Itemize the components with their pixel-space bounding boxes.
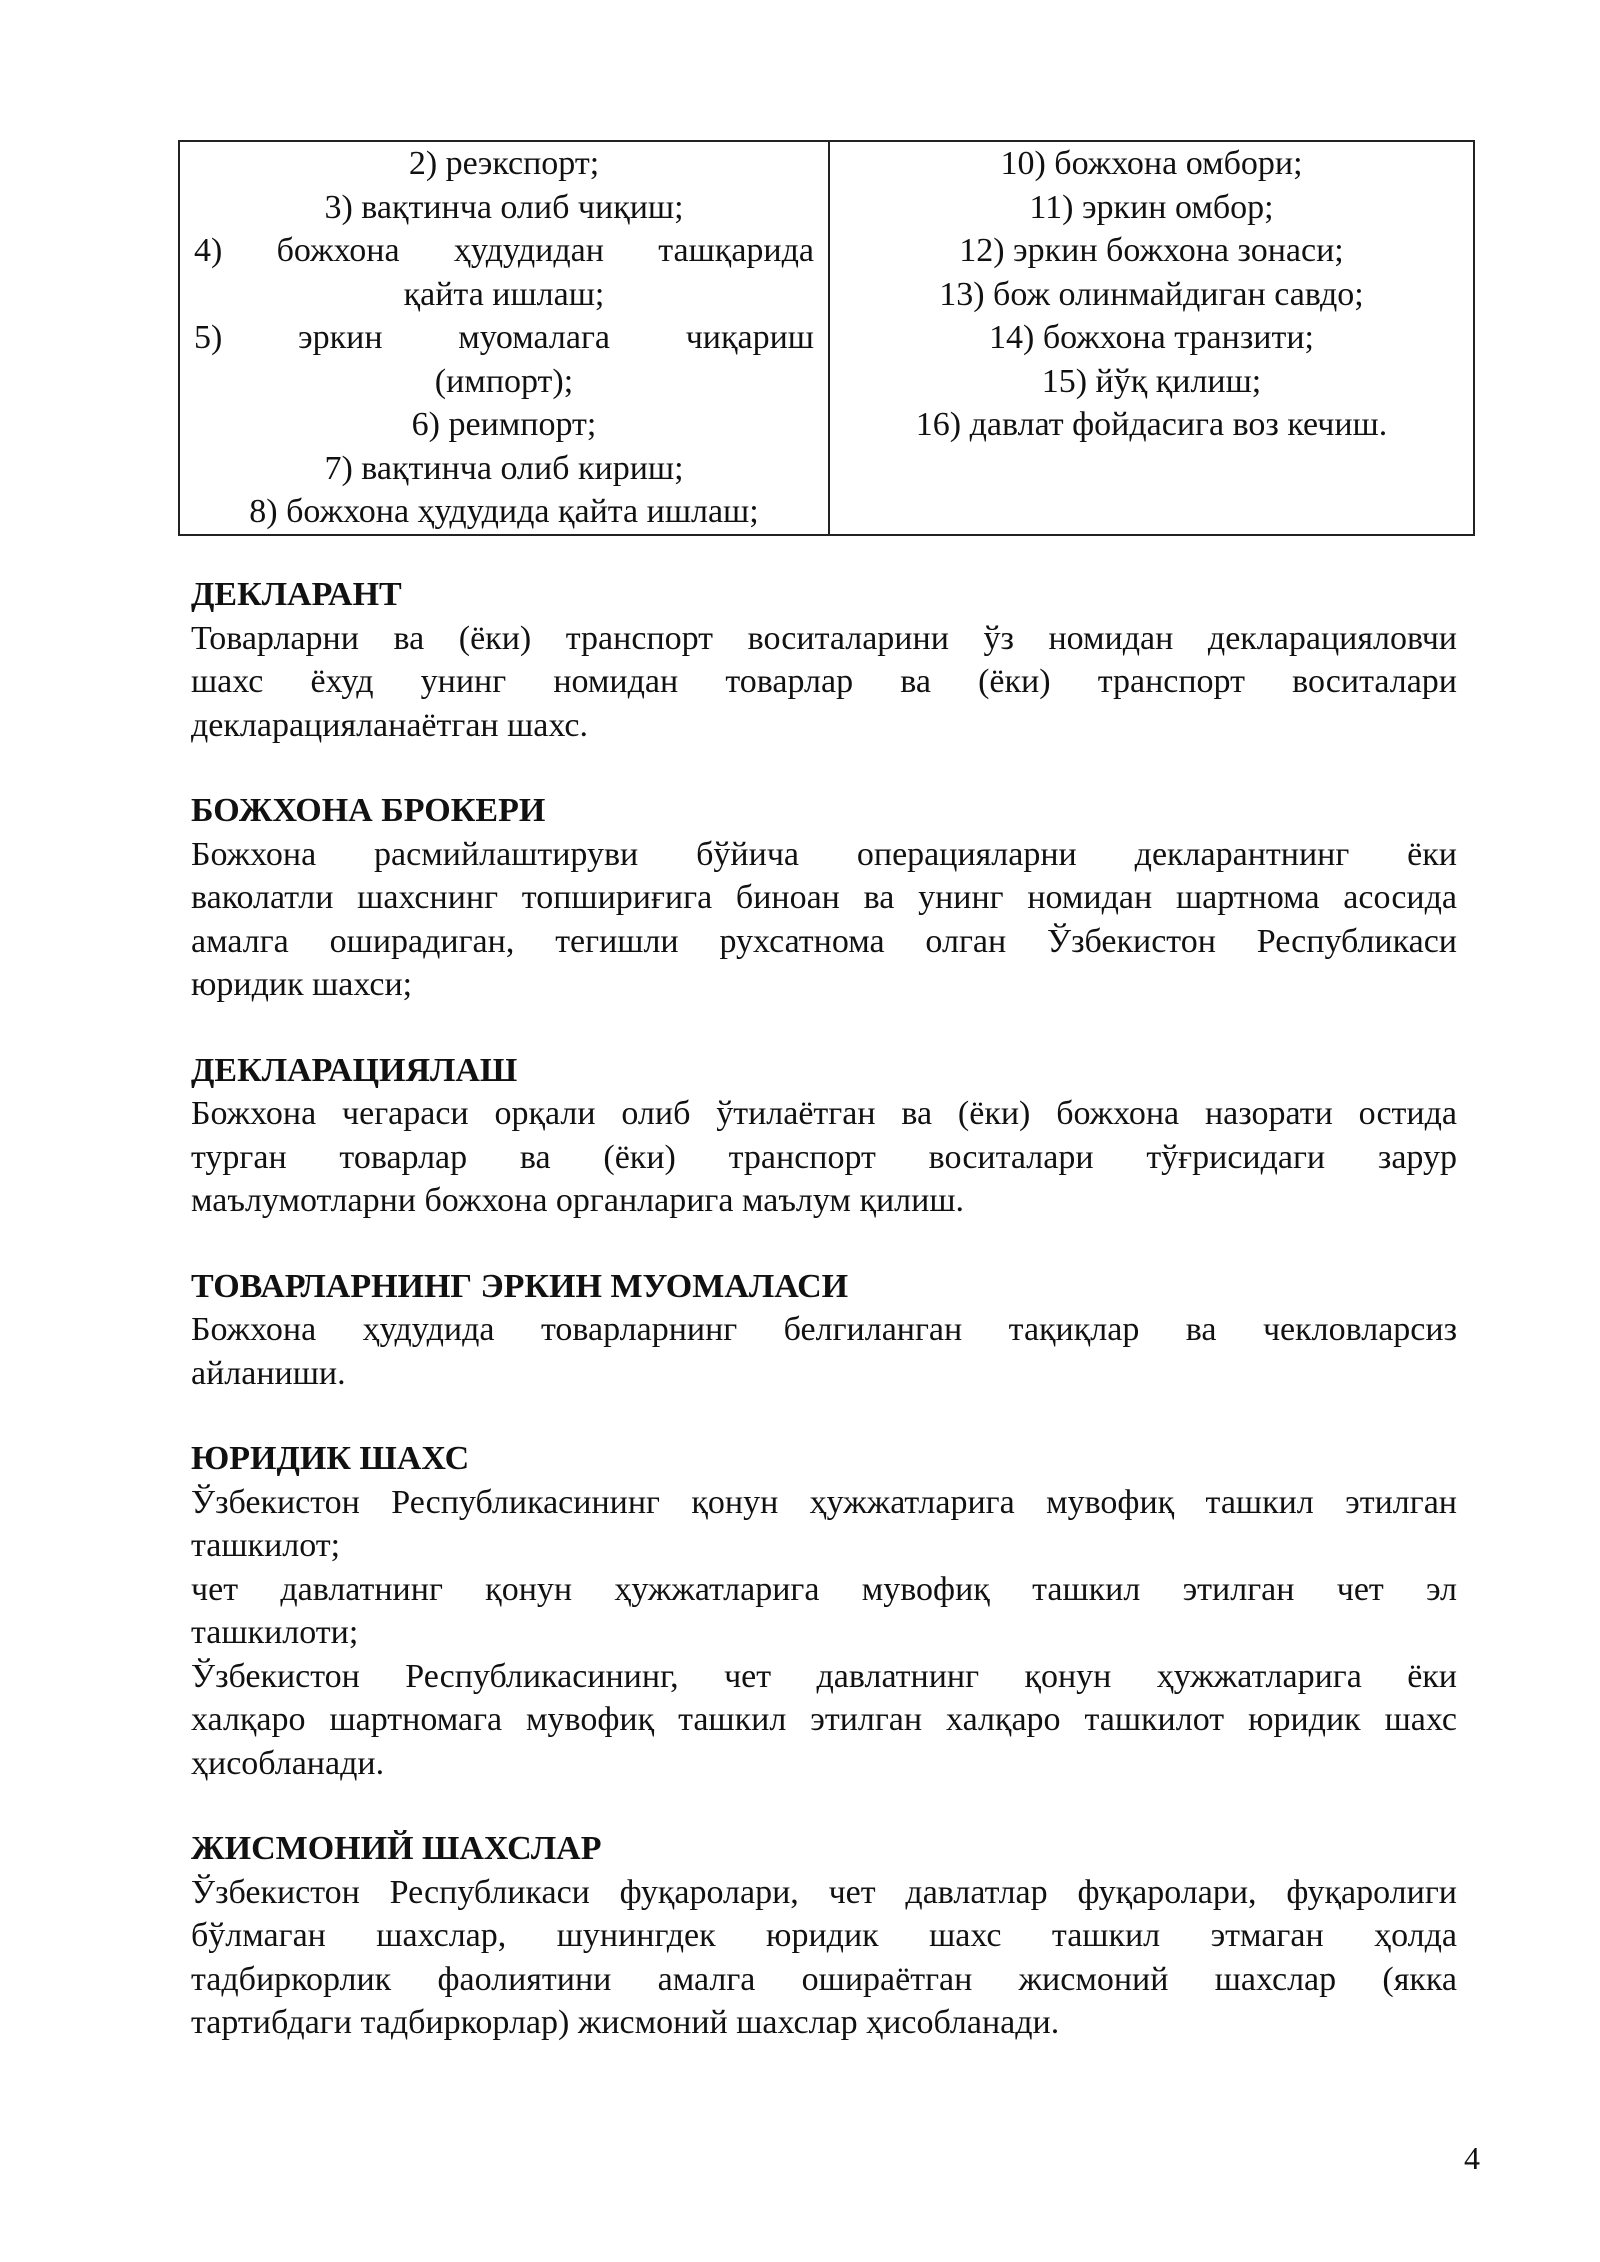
regime-item: 4) божхона ҳудудидан ташқарида (194, 232, 814, 269)
text-line: Ўзбекистон Республикасининг, чет давлатнинг қонун ҳужжатларига ёки (191, 1657, 1457, 1695)
regime-item: 8) божхона ҳудудида қайта ишлаш; (249, 493, 759, 530)
page-number: 4 (1464, 2140, 1480, 2176)
regime-item: 16) давлат фойдасига воз кечиш. (915, 406, 1388, 443)
text-line: шахс ёхуд унинг номидан товарлар ва (ёки) транспорт воситалари (191, 663, 1457, 700)
text-line: ваколатли шахснинг топшириғига биноан ва унинг номидан шартнома асосида (191, 879, 1457, 916)
text-line: айланиши. (191, 1354, 346, 1392)
text-line: халқаро шартномага мувофиқ ташкил этилган халқаро ташкилот юридик шахс (191, 1701, 1457, 1738)
definition-text (191, 1871, 1457, 2045)
regimes-left-column (179, 141, 829, 535)
regime-item: 14) божхона транзити; (989, 319, 1314, 356)
text-line: чет давлатнинг қонун ҳужжатларига мувофиқ ташкил этилган чет эл (191, 1570, 1457, 1608)
text-line: ҳисобланади. (191, 1744, 385, 1782)
definitions-content (191, 573, 1457, 2087)
definition-text (191, 833, 1457, 1007)
text-line: юридик шахси; (191, 966, 413, 1003)
regime-item: 2) реэкспорт; (408, 145, 600, 182)
definition-text (191, 1481, 1457, 1786)
regime-item: 12) эркин божхона зонаси; (959, 232, 1344, 269)
regime-item: 6) реимпорт; (411, 406, 597, 443)
regime-item: 3) вақтинча олиб чиқиш; (324, 188, 684, 226)
regime-item: 5) эркин муомалага чиқариш (194, 319, 814, 356)
regime-item: 15) йўқ қилиш; (1041, 362, 1262, 400)
definition-text (191, 617, 1457, 748)
definition-text (191, 1308, 1457, 1395)
definition-customs-broker (191, 789, 1457, 1007)
section-heading: ДЕКЛАРАНТ (191, 576, 402, 613)
text-line: Божхона чегараси орқали олиб ўтилаётган ва (ёки) божхона назорати остида (191, 1095, 1457, 1132)
section-heading: ДЕКЛАРАЦИЯЛАШ (191, 1051, 518, 1089)
definition-legal-entity (191, 1437, 1457, 1785)
text-line: Товарларни ва (ёки) транспорт воситаларини ўз номидан декларацияловчи (191, 619, 1457, 657)
regime-item: 10) божхона омбори; (1000, 145, 1303, 182)
customs-regimes-table (178, 140, 1475, 536)
definition-text (191, 1092, 1457, 1223)
text-line: Ўзбекистон Республикаси фуқаролари, чет давлатлар фуқаролари, фуқаролиги (191, 1873, 1457, 1911)
definition-declaration (191, 1049, 1457, 1223)
text-line: Божхона ҳудудида товарларнинг белгиланган тақиқлар ва чекловларсиз (191, 1311, 1457, 1348)
section-heading: ТОВАРЛАРНИНГ ЭРКИН МУОМАЛАСИ (191, 1267, 849, 1305)
text-line: Ўзбекистон Республикасининг қонун ҳужжатларига мувофиқ ташкил этилган (191, 1483, 1457, 1521)
regime-item: (импорт); (434, 362, 574, 400)
section-heading: БОЖХОНА БРОКЕРИ (191, 792, 546, 829)
regime-item: 13) бож олинмайдиган савдо; (939, 275, 1364, 313)
section-heading: ЮРИДИК ШАХС (191, 1440, 470, 1477)
text-line: ташкилот; (191, 1527, 341, 1564)
text-line: амалга оширадиган, тегишли рухсатнома олган Ўзбекистон Республикаси (191, 922, 1457, 960)
regimes-right-column (829, 141, 1474, 535)
regime-item: 11) эркин омбор; (1029, 188, 1274, 226)
definition-free-circulation (191, 1265, 1457, 1396)
text-line: маълумотларни божхона органларига маълум қилиш. (191, 1182, 965, 1219)
table-row (179, 141, 1474, 535)
text-line: ташкилоти; (191, 1614, 359, 1651)
definition-declarant (191, 573, 1457, 747)
text-line: тадбиркорлик фаолиятини амалга ошираётган жисмоний шахслар (якка (191, 1960, 1457, 1998)
regime-item: қайта ишлаш; (403, 275, 605, 313)
text-line: Божхона расмийлаштируви бўйича операцияларни декларантнинг ёки (191, 835, 1457, 873)
section-heading: ЖИСМОНИЙ ШАХСЛАР (191, 1830, 602, 1867)
text-line: тартибдаги тадбиркорлар) жисмоний шахслар ҳисобланади. (191, 2004, 1060, 2041)
definition-natural-persons (191, 1827, 1457, 2045)
text-line: бўлмаган шахслар, шунингдек юридик шахс ташкил этмаган ҳолда (191, 1917, 1457, 1954)
text-line: декларацияланаётган шахс. (191, 706, 588, 744)
regime-item: 7) вақтинча олиб кириш; (324, 449, 684, 487)
text-line: турган товарлар ва (ёки) транспорт воситалари тўғрисидаги зарур (191, 1138, 1457, 1176)
